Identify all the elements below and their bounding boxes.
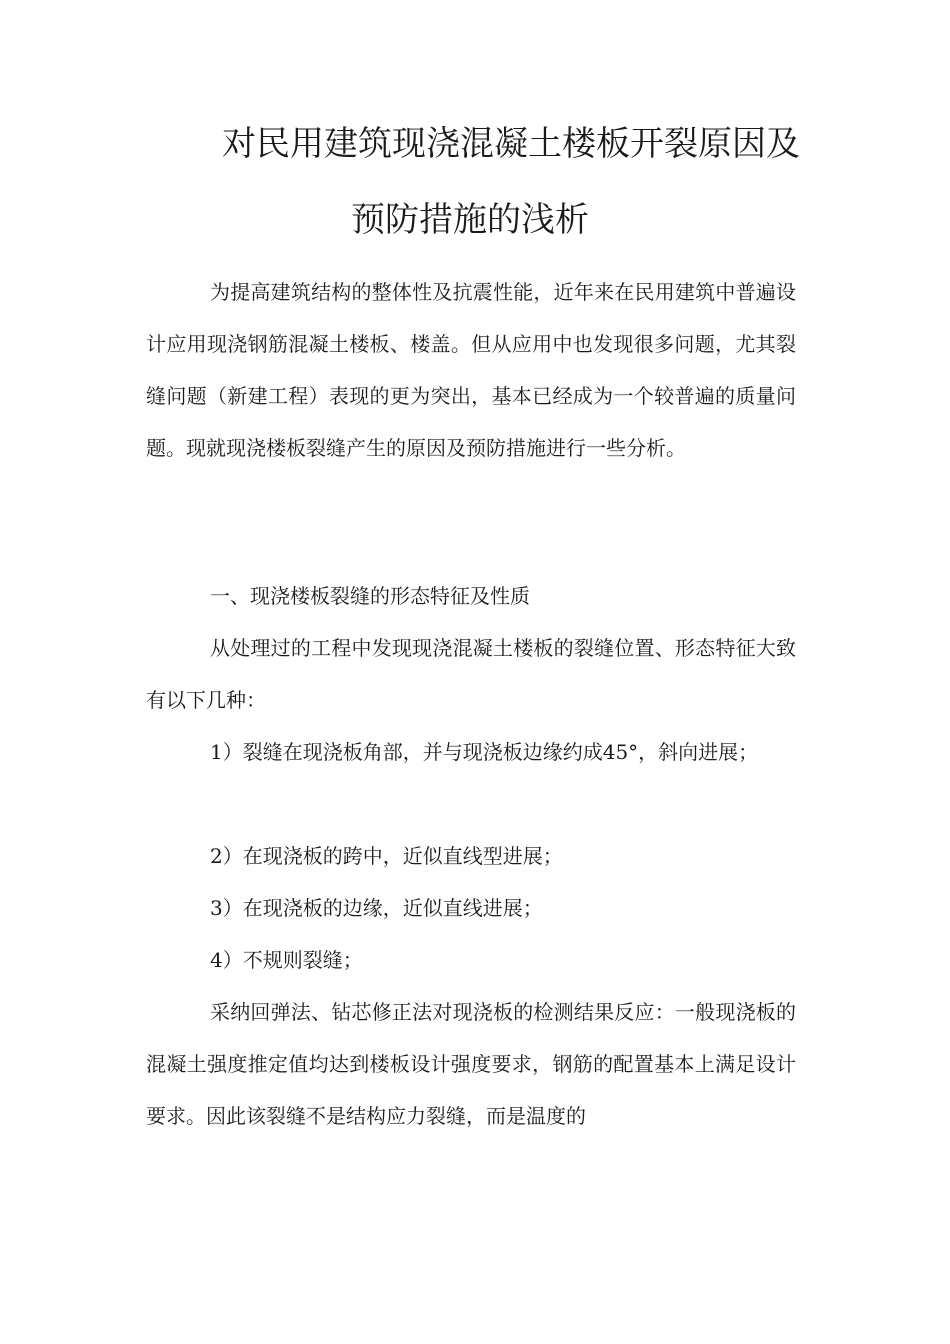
intro-paragraph: 为提高建筑结构的整体性及抗震性能，近年来在民用建筑中普遍设计应用现浇钢筋混凝土楼板、楼盖。但从应用中也发现很多问题，尤其裂缝问题（新建工程）表现的更为突出，基本已经成为一个较普遍的质量问题。现就现浇楼板裂缝产生的原因及预防措施进行一些分析。 (146, 280, 796, 460)
document-title-line-2: 预防措施的浅析 (351, 200, 589, 240)
crack-type-item-4: 4）不规则裂缝； (210, 948, 363, 972)
document-title-line-1: 对民用建筑现浇混凝土楼板开裂原因及 (222, 124, 800, 164)
section-intro-paragraph: 从处理过的工程中发现现浇混凝土楼板的裂缝位置、形态特征大致有以下几种： (146, 636, 796, 712)
conclusion-paragraph: 采纳回弹法、钻芯修正法对现浇板的检测结果反应：一般现浇板的混凝土强度推定值均达到楼板设计强度要求，钢筋的配置基本上满足设计要求。因此该裂缝不是结构应力裂缝，而是温度的 (146, 1000, 796, 1128)
crack-type-item-2: 2）在现浇板的跨中，近似直线型进展； (210, 844, 563, 868)
section-heading: 一、现浇楼板裂缝的形态特征及性质 (210, 584, 530, 608)
crack-type-item-1: 1）裂缝在现浇板角部，并与现浇板边缘约成45°，斜向进展； (210, 740, 759, 764)
crack-type-item-3: 3）在现浇板的边缘，近似直线进展； (210, 896, 543, 920)
